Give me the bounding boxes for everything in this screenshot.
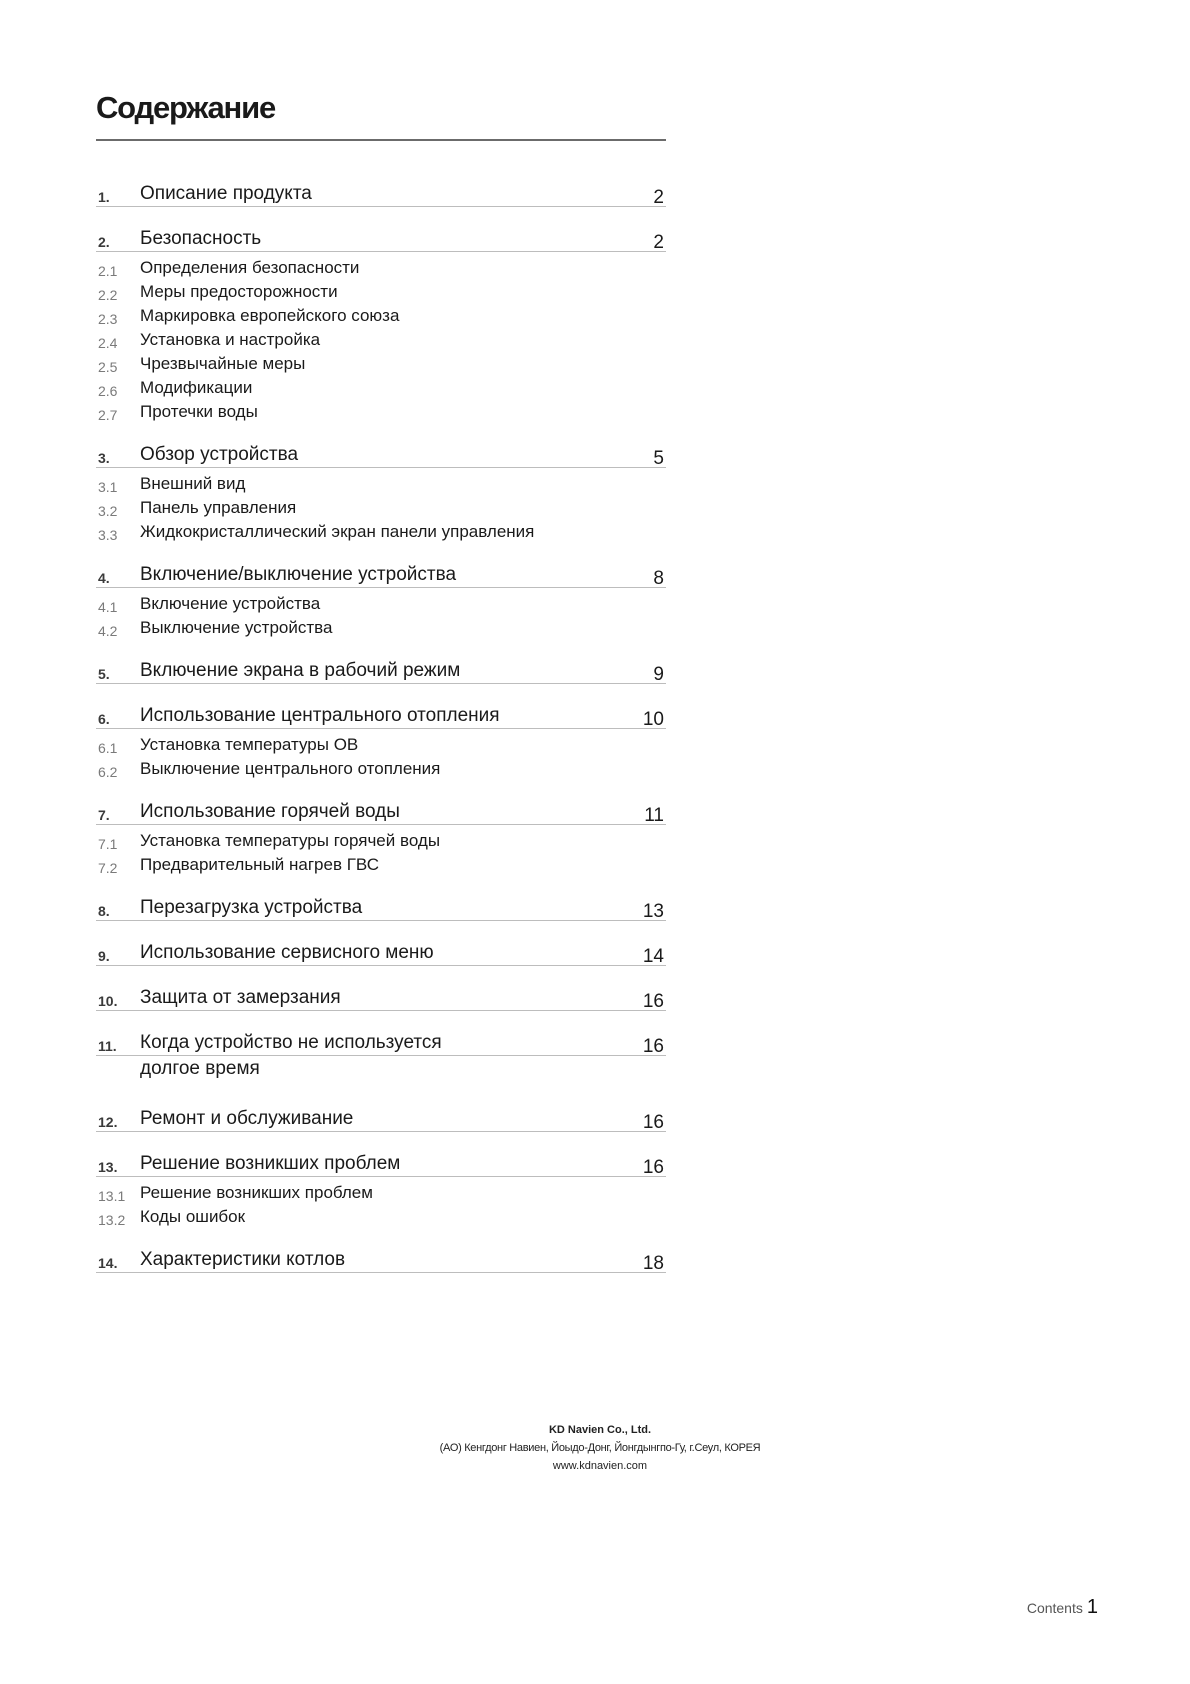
toc-subsection-number: 13.2 (98, 1212, 126, 1228)
toc-subsection-title: Чрезвычайные меры (140, 354, 306, 373)
toc-subsection-row[interactable] (96, 593, 666, 617)
table-of-contents (96, 176, 666, 1287)
toc-section-number: 10. (98, 993, 118, 1009)
toc-section-title: Включение экрана в рабочий режим (140, 660, 461, 681)
toc-section (96, 557, 666, 641)
toc-section (96, 698, 666, 782)
toc-subsection-title: Включение устройства (140, 594, 321, 613)
toc-subsection-title: Маркировка европейского союза (140, 306, 400, 325)
toc-section (96, 980, 666, 1011)
toc-subsection-number: 3.1 (98, 479, 118, 495)
toc-subsection-row[interactable] (96, 497, 666, 521)
toc-subsection-title: Меры предосторожности (140, 282, 338, 301)
toc-section (96, 176, 666, 207)
toc-subsection-title: Коды ошибок (140, 1207, 246, 1226)
toc-section-title: Характеристики котлов (140, 1249, 346, 1270)
toc-subsection-title: Выключение устройства (140, 618, 333, 637)
toc-section-page: 16 (642, 1157, 664, 1178)
toc-subsection-title: Установка температуры ОВ (140, 735, 359, 754)
toc-section-title: Использование центрального отопления (140, 705, 500, 726)
toc-subsection-list (96, 830, 666, 878)
toc-section-number: 6. (98, 711, 110, 727)
toc-subsection-row[interactable] (96, 758, 666, 782)
toc-subsection-number: 4.1 (98, 599, 118, 615)
toc-subsection-title: Панель управления (140, 498, 297, 517)
toc-section-title: Решение возникших проблем (140, 1153, 401, 1174)
toc-section-title-continued: долгое время (140, 1058, 260, 1079)
toc-section-row[interactable] (96, 437, 666, 468)
toc-subsection-number: 4.2 (98, 623, 118, 639)
toc-subsection-number: 2.3 (98, 311, 118, 327)
toc-section-row[interactable] (96, 935, 666, 966)
toc-section-title: Включение/выключение устройства (140, 564, 457, 585)
toc-subsection-list (96, 473, 666, 545)
toc-subsection-row[interactable] (96, 377, 666, 401)
toc-subsection-number: 7.2 (98, 860, 118, 876)
toc-section-number: 9. (98, 948, 110, 964)
toc-section-number: 11. (98, 1038, 117, 1054)
toc-subsection-row[interactable] (96, 401, 666, 425)
toc-subsection-row[interactable] (96, 1182, 666, 1206)
toc-subsection-number: 2.4 (98, 335, 118, 351)
toc-section (96, 890, 666, 921)
toc-section-row[interactable] (96, 890, 666, 921)
toc-section-number: 8. (98, 903, 110, 919)
toc-subsection-row[interactable] (96, 305, 666, 329)
toc-section (96, 1146, 666, 1230)
toc-subsection-title: Протечки воды (140, 402, 258, 421)
toc-section-page: 16 (642, 1112, 664, 1133)
toc-section-row[interactable] (96, 980, 666, 1011)
toc-subsection-title: Жидкокристаллический экран панели управления (140, 522, 535, 541)
toc-section-number: 4. (98, 570, 110, 586)
toc-section-page: 5 (653, 448, 664, 469)
toc-section-title: Безопасность (140, 228, 262, 249)
toc-subsection-title: Определения безопасности (140, 258, 360, 277)
toc-section-page: 11 (644, 805, 664, 826)
toc-section-page: 16 (642, 991, 664, 1012)
toc-section-row[interactable] (96, 1101, 666, 1132)
toc-subsection-row[interactable] (96, 257, 666, 281)
page-footer (1027, 1596, 1098, 1619)
toc-subsection-title: Предварительный нагрев ГВС (140, 855, 379, 874)
toc-subsection-number: 7.1 (98, 836, 118, 852)
toc-subsection-row[interactable] (96, 617, 666, 641)
toc-subsection-row[interactable] (96, 1206, 666, 1230)
toc-section-row[interactable] (96, 1025, 666, 1056)
toc-subsection-list (96, 1182, 666, 1230)
toc-subsection-row[interactable] (96, 854, 666, 878)
toc-subsection-number: 3.2 (98, 503, 118, 519)
toc-section-title: Обзор устройства (140, 444, 299, 465)
toc-subsection-row[interactable] (96, 521, 666, 545)
toc-subsection-number: 13.1 (98, 1188, 126, 1204)
toc-subsection-number: 2.6 (98, 383, 118, 399)
toc-section-row[interactable] (96, 653, 666, 684)
toc-section-title: Использование сервисного меню (140, 942, 434, 963)
toc-section (96, 221, 666, 425)
toc-subsection-title: Модификации (140, 378, 253, 397)
toc-section-page: 2 (653, 187, 664, 208)
toc-section-number: 3. (98, 450, 110, 466)
toc-section (96, 1242, 666, 1273)
page-footer-label: Contents (1026, 1600, 1083, 1616)
toc-section-row[interactable] (96, 221, 666, 252)
toc-subsection-title: Решение возникших проблем (140, 1183, 373, 1202)
toc-section-page: 10 (642, 709, 664, 730)
toc-section-row[interactable] (96, 1242, 666, 1273)
toc-section-page: 8 (653, 568, 664, 589)
toc-section-number: 2. (98, 234, 110, 250)
toc-section-page: 14 (642, 946, 664, 967)
toc-section-page: 2 (653, 232, 664, 253)
toc-section-row[interactable] (96, 794, 666, 825)
toc-section-row[interactable] (96, 698, 666, 729)
toc-section (96, 1025, 666, 1081)
company-name: KD Navien Co., Ltd. (548, 1424, 652, 1436)
toc-section-title: Описание продукта (140, 183, 312, 204)
toc-section-number: 5. (98, 666, 110, 682)
company-website: www.kdnavien.com (552, 1460, 648, 1472)
toc-section-number: 14. (98, 1255, 118, 1271)
page-title: Содержание (96, 90, 275, 125)
toc-section-title: Использование горячей воды (140, 801, 400, 822)
toc-subsection-number: 6.2 (98, 764, 118, 780)
toc-subsection-title: Установка температуры горячей воды (140, 831, 441, 850)
toc-section-number: 12. (98, 1114, 118, 1130)
toc-subsection-number: 2.5 (98, 359, 118, 375)
toc-subsection-title: Установка и настройка (140, 330, 321, 349)
toc-subsection-list (96, 734, 666, 782)
toc-section-page: 9 (653, 664, 664, 685)
toc-subsection-list (96, 257, 666, 425)
toc-subsection-row[interactable] (96, 281, 666, 305)
toc-section-row[interactable] (96, 176, 666, 207)
toc-section-page: 13 (642, 901, 664, 922)
toc-section-row[interactable] (96, 557, 666, 588)
company-address: (АО) Кенгдонг Навиен, Йоыдо-Донг, Йонгдынгпо-Гу, г.Сеул, КОРЕЯ (439, 1442, 761, 1454)
toc-subsection-number: 3.3 (98, 527, 118, 543)
publisher-footer (0, 1421, 1190, 1475)
toc-section (96, 437, 666, 545)
page-number: 1 (1086, 1596, 1098, 1618)
toc-section (96, 794, 666, 878)
toc-section (96, 935, 666, 966)
toc-subsection-number: 6.1 (98, 740, 118, 756)
toc-section-row[interactable] (96, 1146, 666, 1177)
toc-subsection-row[interactable] (96, 830, 666, 854)
toc-section-title: Ремонт и обслуживание (140, 1108, 354, 1129)
toc-subsection-title: Внешний вид (140, 474, 246, 493)
toc-section (96, 653, 666, 684)
toc-section-page: 16 (642, 1036, 664, 1057)
toc-subsection-list (96, 593, 666, 641)
toc-section-page: 18 (642, 1253, 664, 1274)
toc-section-title: Когда устройство не используется (140, 1032, 442, 1053)
toc-section-number: 1. (98, 189, 110, 205)
toc-subsection-row[interactable] (96, 734, 666, 758)
toc-section-number: 7. (98, 807, 110, 823)
toc-subsection-row[interactable] (96, 353, 666, 377)
toc-subsection-title: Выключение центрального отопления (140, 759, 441, 778)
toc-subsection-number: 2.7 (98, 407, 118, 423)
toc-subsection-row[interactable] (96, 473, 666, 497)
toc-subsection-number: 2.2 (98, 287, 118, 303)
title-divider (96, 139, 666, 141)
toc-section (96, 1101, 666, 1132)
toc-section-number: 13. (98, 1159, 118, 1175)
toc-subsection-number: 2.1 (98, 263, 118, 279)
toc-section-title: Перезагрузка устройства (140, 897, 363, 918)
toc-subsection-row[interactable] (96, 329, 666, 353)
toc-section-title: Защита от замерзания (140, 987, 341, 1008)
